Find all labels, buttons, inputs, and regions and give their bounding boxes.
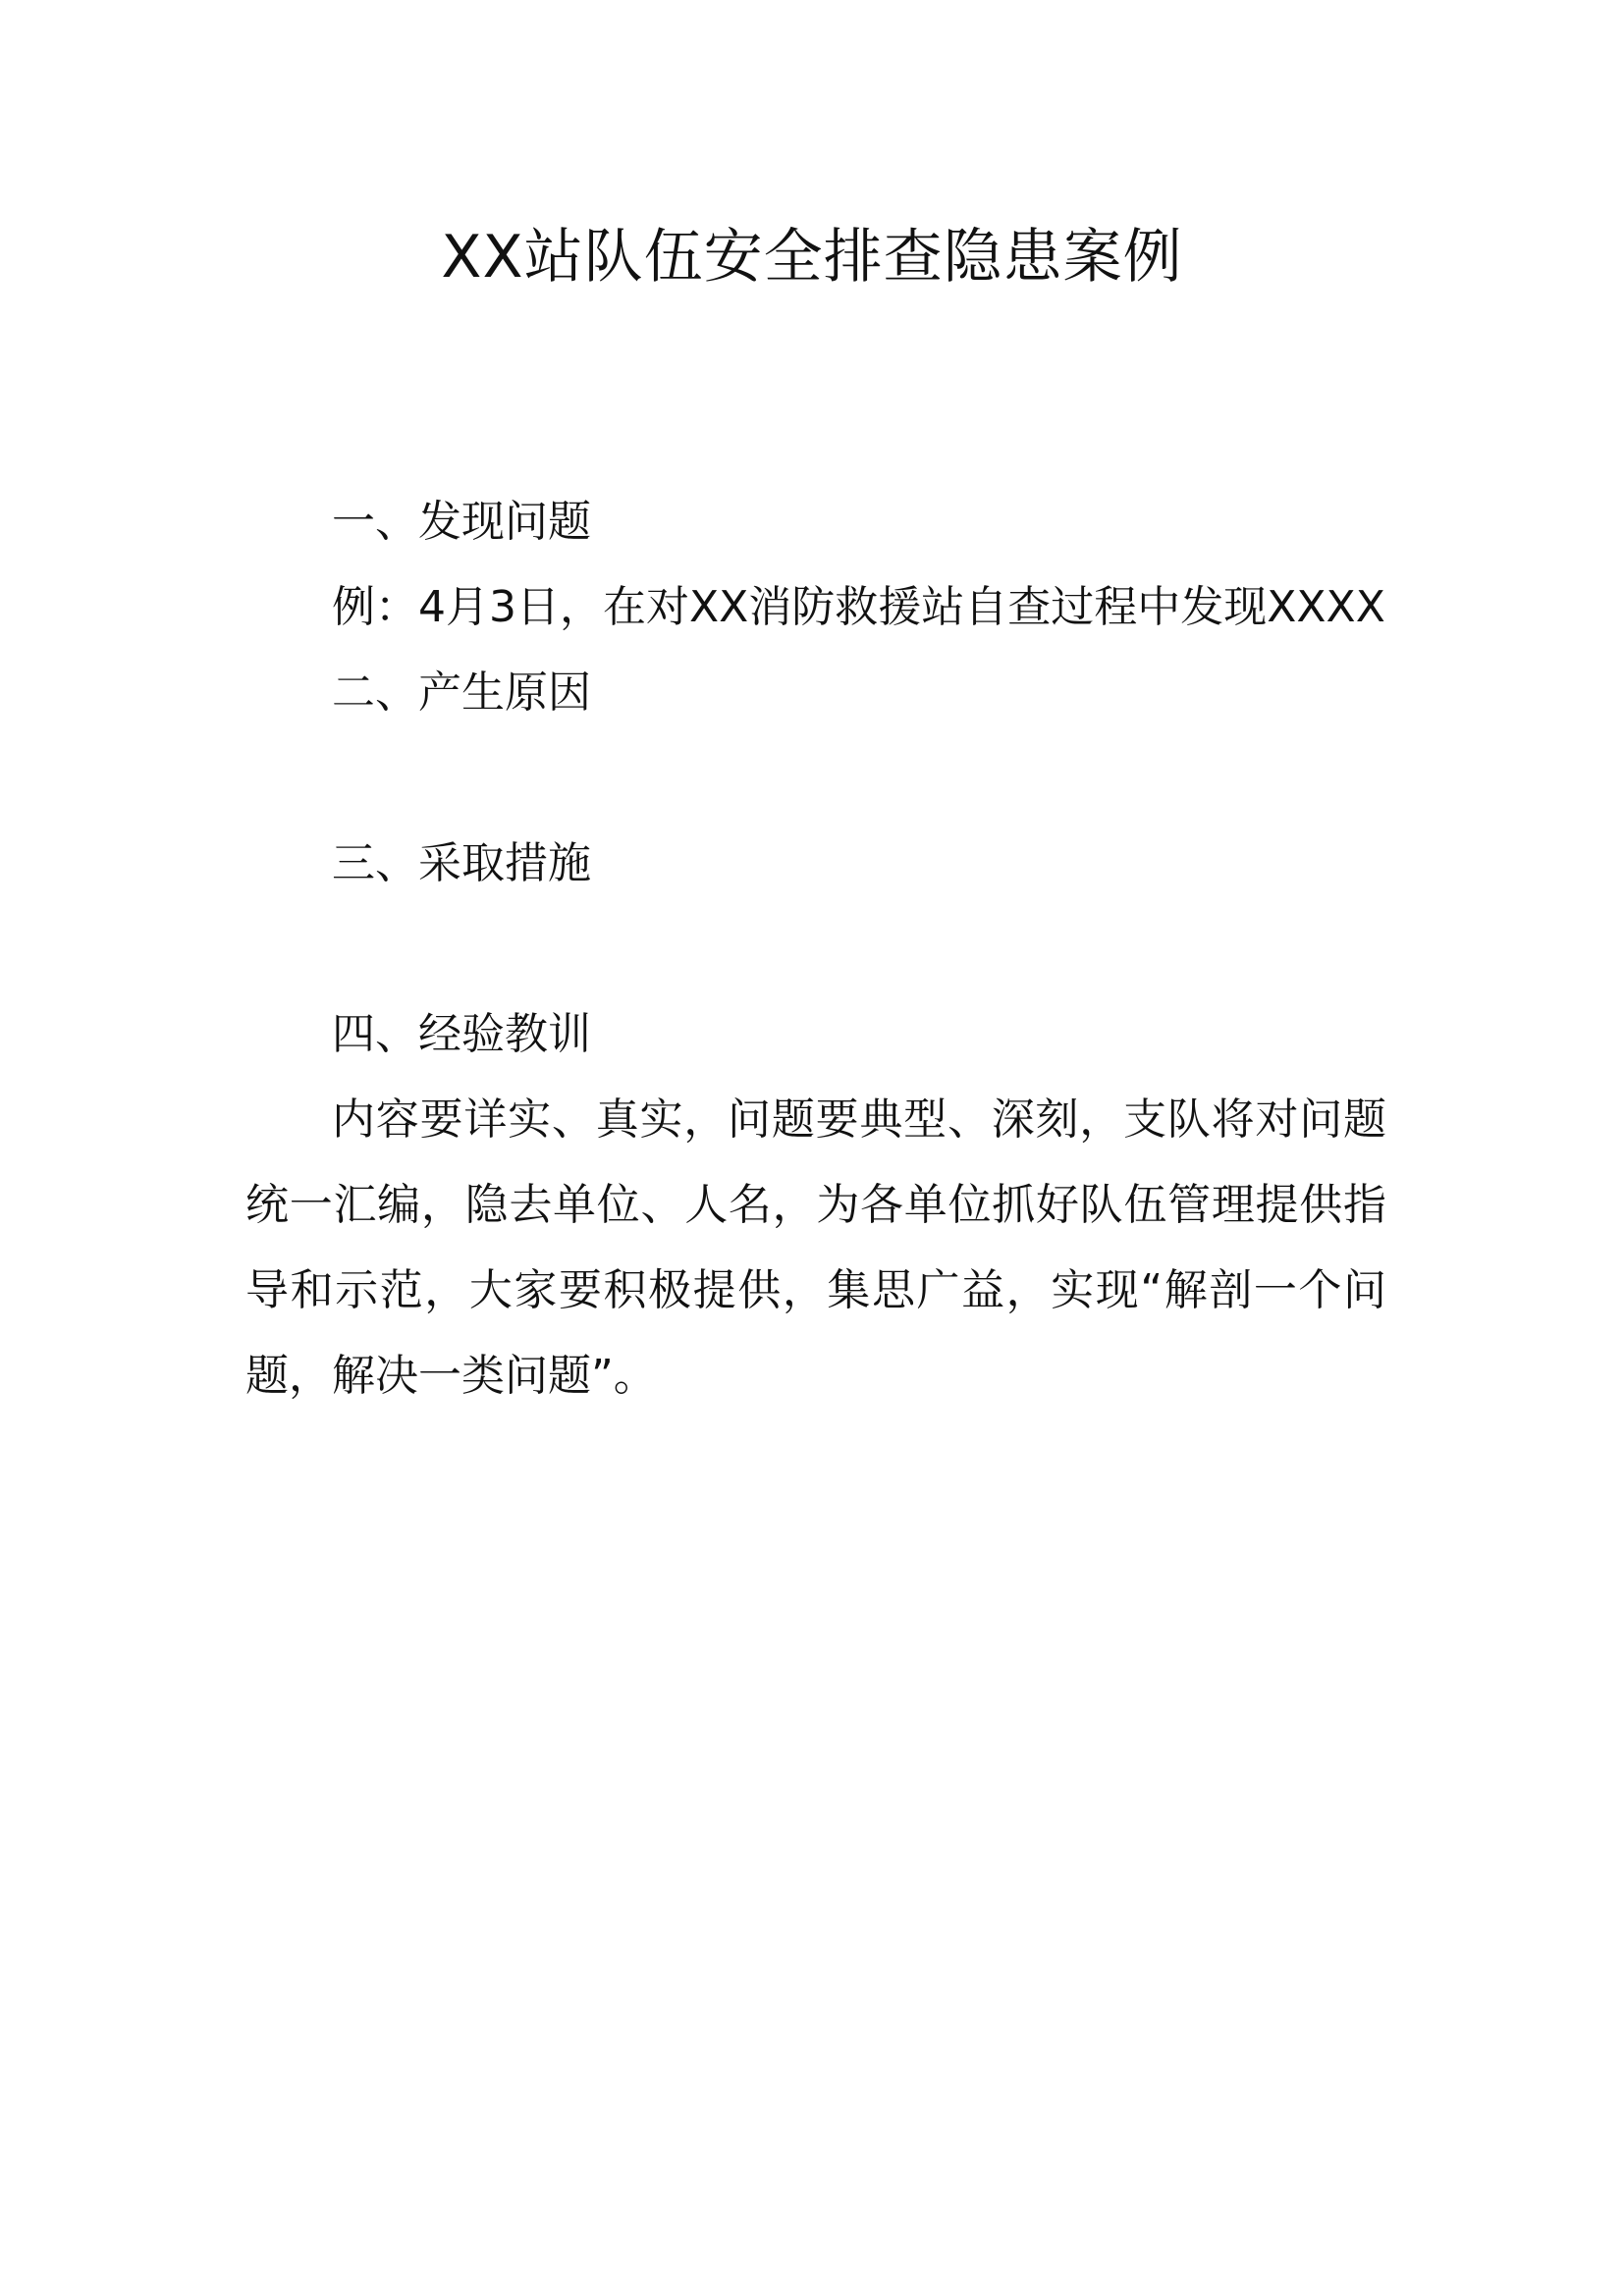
section-heading-lessons: 四、经验教训 — [332, 1009, 591, 1059]
document-body — [245, 479, 1386, 1418]
section-text-lessons: 内容要详实、真实，问题要典型、深刻，支队将对问题统一汇编，隐去单位、人名，为各单位抓好队伍管理提供指导和示范，大家要积极提供，集思广益，实现“解剖一个问题，解决一类问题”。 — [245, 1095, 1386, 1401]
document-title: XX站队伍安全排查隐患案例 — [441, 223, 1183, 292]
section-text-discover-problem: 例：4月3日，在对XX消防救援站自查过程中发现XXXX — [332, 582, 1385, 632]
section-heading-discover-problem: 一、发现问题 — [332, 497, 591, 547]
blank-line — [245, 906, 1386, 991]
section-heading-cause: 二、产生原因 — [332, 667, 591, 718]
section-heading-measures: 三、采取措施 — [332, 838, 591, 888]
blank-line — [245, 735, 1386, 821]
